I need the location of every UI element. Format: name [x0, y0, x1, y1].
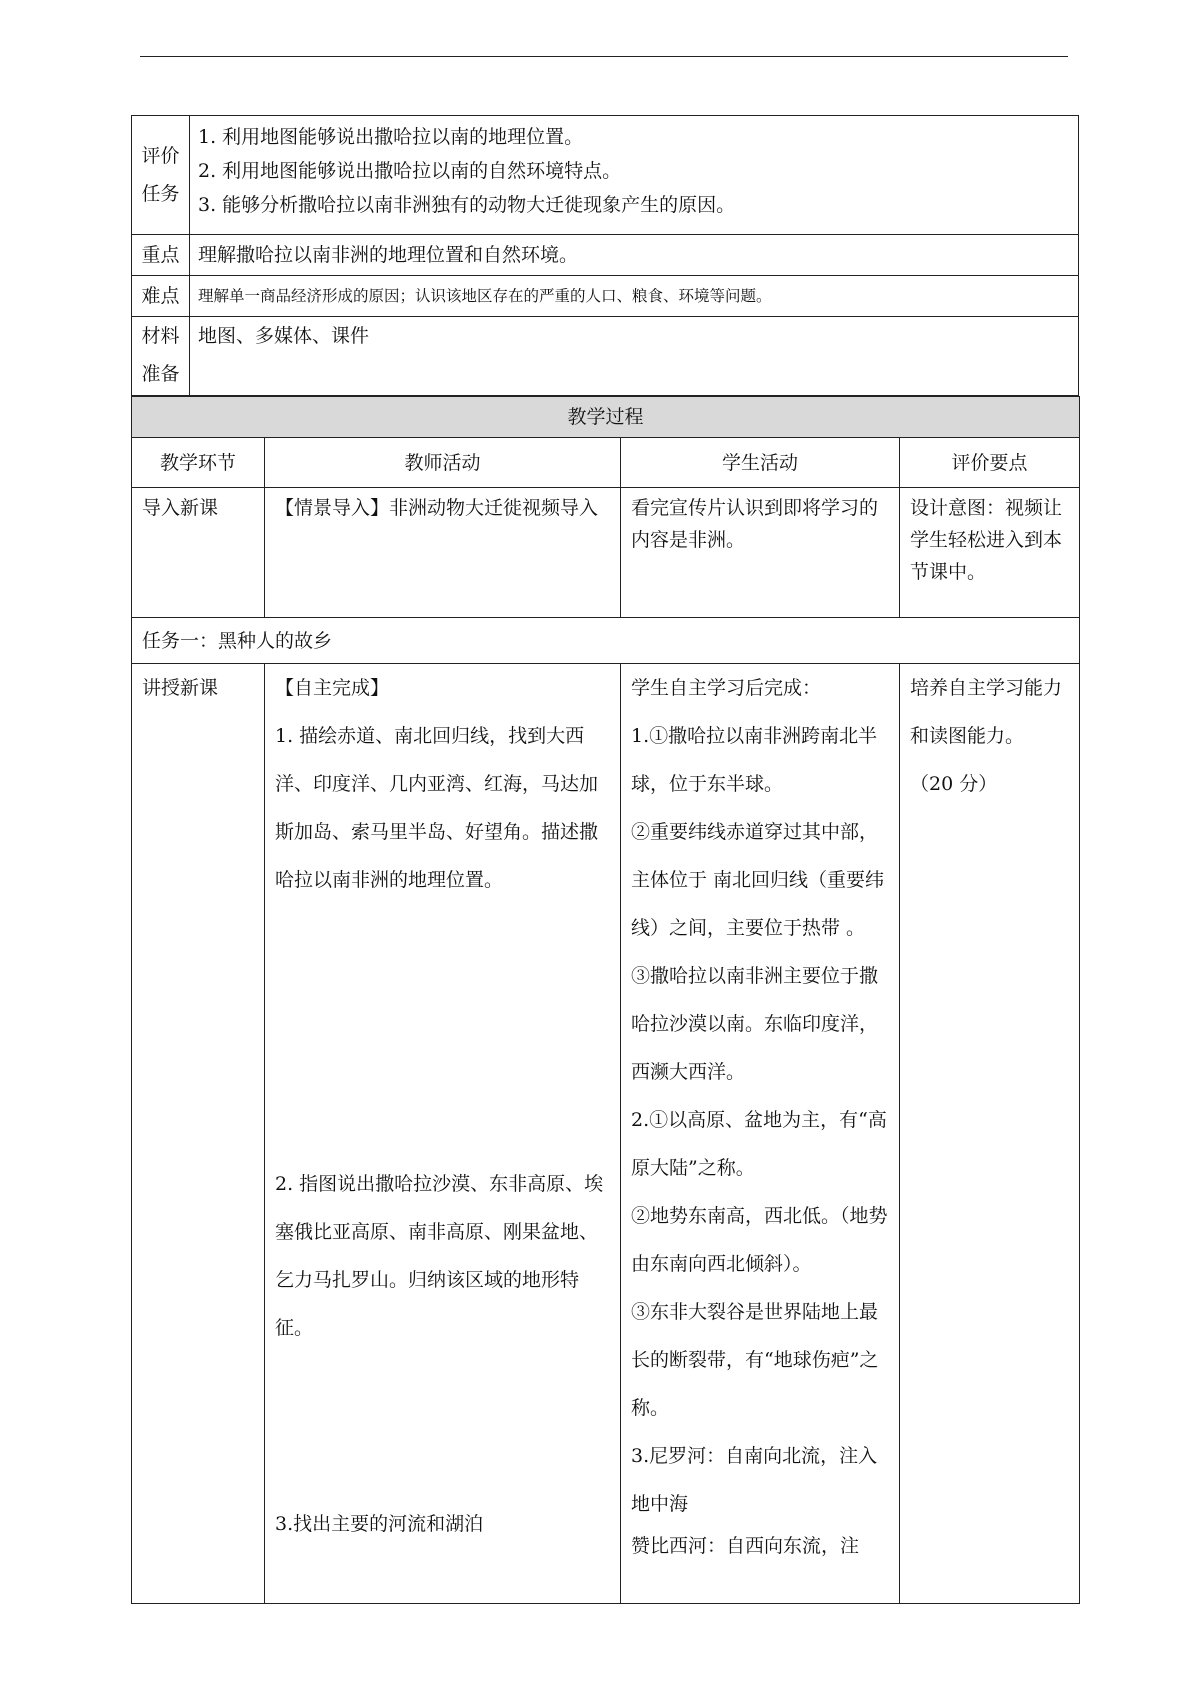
header-row — [132, 438, 1080, 488]
intro-teacher: 【情景导入】非洲动物大迁徙视频导入 — [265, 488, 621, 618]
student-item: ③东非大裂谷是世界陆地上最长的断裂带，有“地球伤疤”之称。 — [631, 1301, 879, 1419]
student-item: 1.①撒哈拉以南非洲跨南北半球，位于东半球。 — [631, 725, 878, 795]
col-header-stage: 教学环节 — [132, 438, 265, 488]
teacher-item-2: 2. 指图说出撒哈拉沙漠、东非高原、埃塞俄比亚高原、南非高原、刚果盆地、乞力马扎罗山。归纳该区域的地形特征。 — [275, 1173, 604, 1339]
eval-point: 培养自主学习能力和读图能力。 — [910, 677, 1063, 747]
student-item: 赞比西河：自西向东流，注 — [631, 1535, 860, 1557]
difficulty-text: 理解单一商品经济形成的原因；认识该地区存在的严重的人口、粮食、环境等问题。 — [190, 276, 1079, 317]
lecture-row — [132, 664, 1080, 1604]
process-table — [131, 396, 1080, 1604]
difficulty-row — [132, 276, 1079, 317]
materials-text: 地图、多媒体、课件 — [190, 317, 1079, 396]
student-item: 3.尼罗河：自南向北流，注入地中海 — [631, 1445, 878, 1515]
eval-score: （20 分） — [910, 773, 998, 795]
lecture-teacher — [265, 664, 621, 1604]
task1-title: 任务一：黑种人的故乡 — [132, 618, 1080, 664]
teacher-item-1: 1. 描绘赤道、南北回归线，找到大西洋、印度洋、几内亚湾、红海，马达加斯加岛、索马里半岛、好望角。描述撒哈拉以南非洲的地理位置。 — [275, 725, 599, 891]
intro-eval: 设计意图：视频让学生轻松进入到本节课中。 — [900, 488, 1080, 618]
lecture-eval — [900, 664, 1080, 1604]
student-item: ②重要纬线赤道穿过其中部，主体位于 南北回归线（重要纬线）之间，主要位于热带 。 — [631, 821, 885, 939]
eval-item: 3. 能够分析撒哈拉以南非洲独有的动物大迁徙现象产生的原因。 — [198, 194, 736, 216]
lecture-student — [621, 664, 900, 1604]
intro-stage: 导入新课 — [132, 488, 265, 618]
materials-row — [132, 317, 1079, 396]
intro-row — [132, 488, 1080, 618]
student-item: 2.①以高原、盆地为主，有“高原大陆”之称。 — [631, 1109, 887, 1179]
difficulty-label: 难点 — [132, 276, 190, 317]
objectives-table — [131, 115, 1079, 396]
task1-row — [132, 618, 1080, 664]
col-header-student: 学生活动 — [621, 438, 900, 488]
col-header-eval: 评价要点 — [900, 438, 1080, 488]
eval-task-label: 评价任务 — [132, 116, 190, 235]
materials-label: 材料 准备 — [132, 317, 190, 396]
eval-task-list — [190, 116, 1079, 235]
eval-item: 2. 利用地图能够说出撒哈拉以南的自然环境特点。 — [198, 160, 622, 182]
process-title-row — [132, 397, 1080, 438]
key-point-label: 重点 — [132, 235, 190, 276]
lecture-stage: 讲授新课 — [132, 664, 265, 1604]
col-header-teacher: 教师活动 — [265, 438, 621, 488]
intro-student: 看完宣传片认识到即将学习的内容是非洲。 — [621, 488, 900, 618]
eval-task-row — [132, 116, 1079, 235]
process-title: 教学过程 — [132, 397, 1080, 438]
eval-item: 1. 利用地图能够说出撒哈拉以南的地理位置。 — [198, 126, 584, 148]
student-item: ③撒哈拉以南非洲主要位于撒哈拉沙漠以南。东临印度洋，西濒大西洋。 — [631, 965, 879, 1083]
student-item: ②地势东南高，西北低。（地势由东南向西北倾斜）。 — [631, 1205, 888, 1275]
teacher-head: 【自主完成】 — [275, 677, 390, 699]
teacher-item-3: 3.找出主要的河流和湖泊 — [275, 1513, 484, 1535]
student-head: 学生自主学习后完成： — [631, 677, 822, 699]
key-point-row — [132, 235, 1079, 276]
header-rule — [140, 56, 1068, 57]
key-point-text: 理解撒哈拉以南非洲的地理位置和自然环境。 — [190, 235, 1079, 276]
